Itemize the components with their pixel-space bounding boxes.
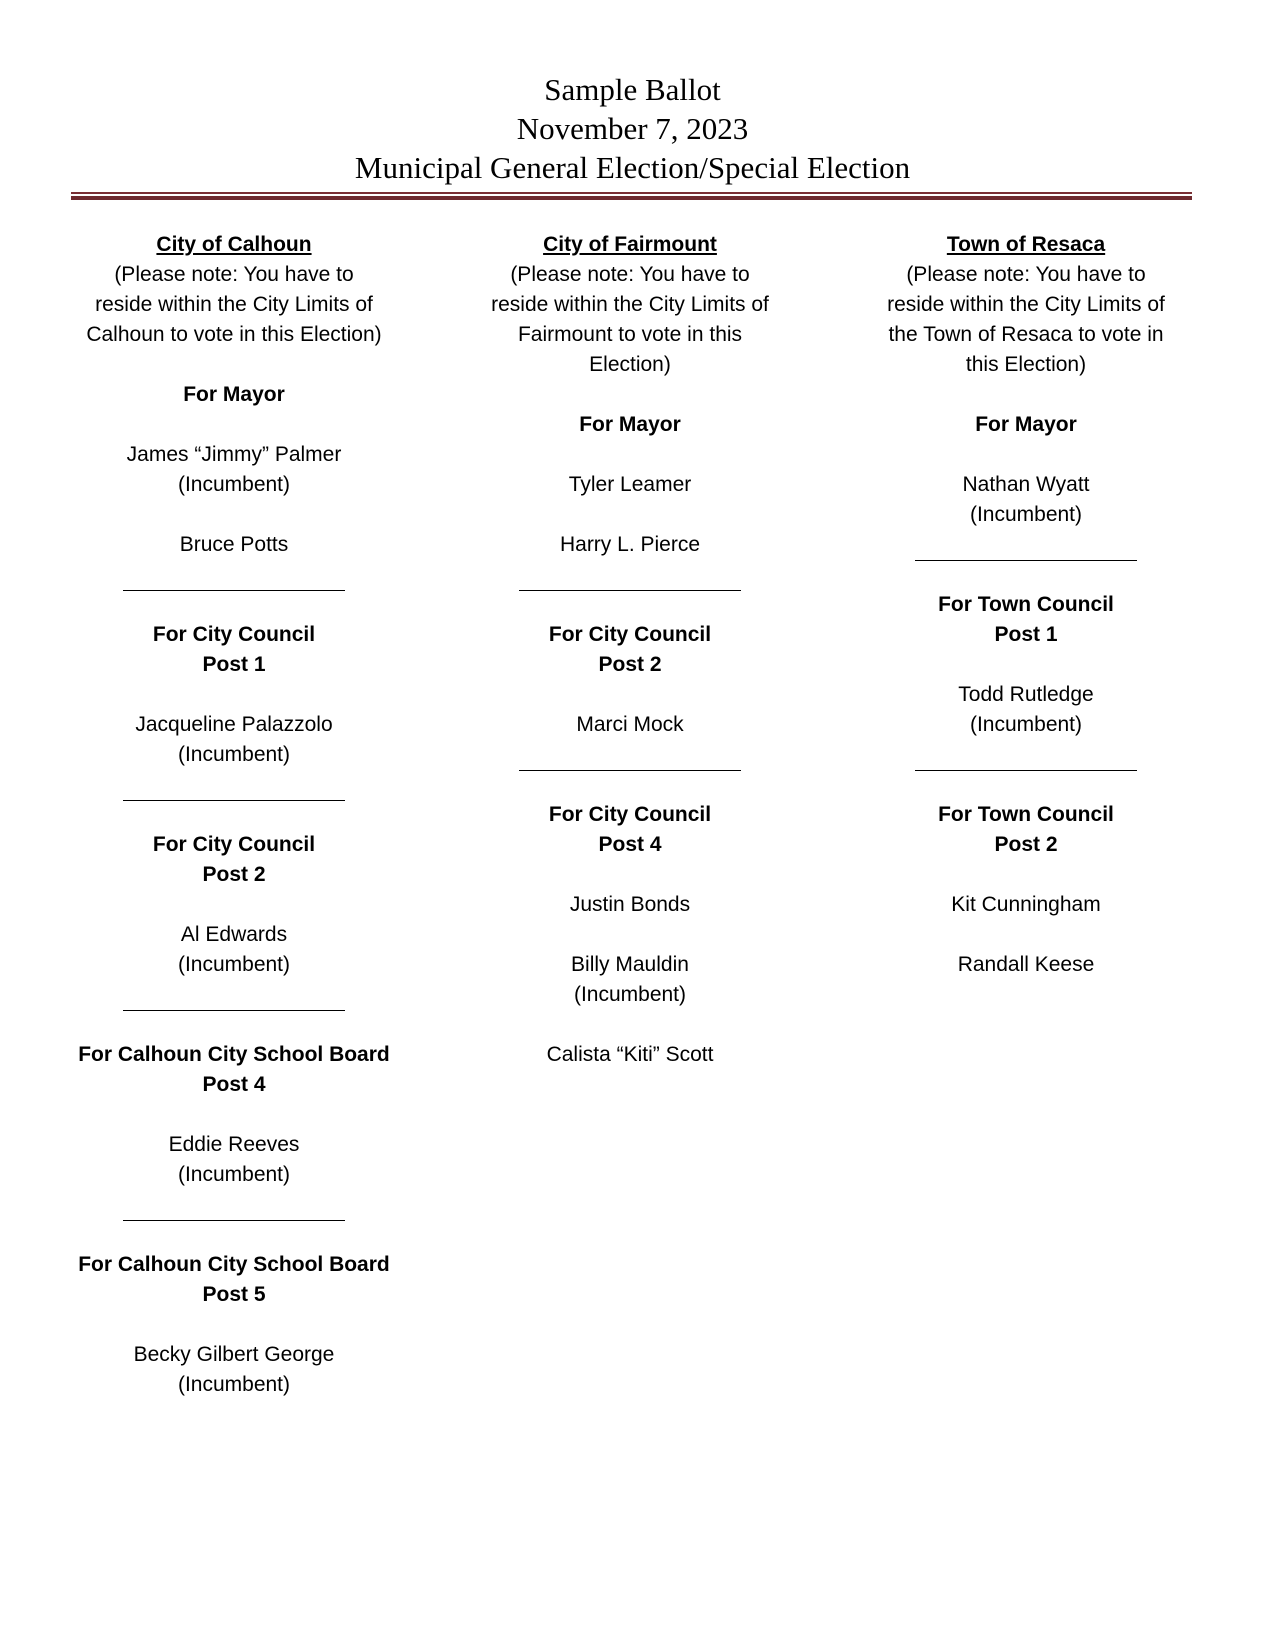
candidate-name: Harry L. Pierce bbox=[559, 533, 701, 556]
office-post: Post 2 bbox=[994, 833, 1058, 856]
office-post: Post 4 bbox=[202, 1073, 266, 1096]
spacer bbox=[54, 1100, 414, 1130]
candidate-name: James “Jimmy” Palmer bbox=[126, 443, 342, 466]
spacer bbox=[846, 440, 1206, 470]
spacer bbox=[450, 440, 810, 470]
office-post: Post 2 bbox=[598, 653, 662, 676]
jurisdiction-note: (Please note: You have to bbox=[510, 263, 750, 286]
candidate-name: Randall Keese bbox=[957, 953, 1095, 976]
candidate-name: Al Edwards bbox=[180, 923, 288, 946]
spacer bbox=[54, 410, 414, 440]
spacer bbox=[54, 1220, 414, 1250]
candidate-incumbent: (Incumbent) bbox=[177, 953, 291, 976]
candidate-incumbent: (Incumbent) bbox=[177, 1373, 291, 1396]
jurisdiction-title: City of Fairmount bbox=[543, 233, 717, 256]
spacer bbox=[54, 1310, 414, 1340]
spacer bbox=[54, 680, 414, 710]
write-in-line bbox=[54, 1190, 414, 1220]
office-title: For Calhoun City School Board bbox=[78, 1043, 390, 1066]
office-title: For City Council bbox=[548, 803, 712, 826]
header-election: Municipal General Election/Special Election bbox=[354, 150, 911, 185]
jurisdiction-note: Election) bbox=[589, 353, 671, 376]
column-resaca bbox=[846, 230, 1206, 980]
ballot-header bbox=[0, 70, 1265, 187]
write-in-line bbox=[846, 530, 1206, 560]
column-fairmount bbox=[450, 230, 810, 1070]
office-post: Post 2 bbox=[202, 863, 266, 886]
office-title: For Mayor bbox=[579, 413, 681, 436]
column-calhoun bbox=[54, 230, 414, 1400]
spacer bbox=[54, 500, 414, 530]
spacer bbox=[450, 860, 810, 890]
candidate-incumbent: (Incumbent) bbox=[969, 713, 1083, 736]
spacer bbox=[450, 920, 810, 950]
spacer bbox=[846, 380, 1206, 410]
candidate-incumbent: (Incumbent) bbox=[177, 743, 291, 766]
office-post: Post 1 bbox=[202, 653, 266, 676]
spacer bbox=[450, 380, 810, 410]
header-rule-thick bbox=[71, 196, 1192, 200]
spacer bbox=[54, 350, 414, 380]
write-in-line bbox=[54, 980, 414, 1010]
write-in-line bbox=[846, 740, 1206, 770]
spacer bbox=[54, 1010, 414, 1040]
office-title: For Mayor bbox=[975, 413, 1077, 436]
jurisdiction-note: the Town of Resaca to vote in bbox=[888, 323, 1164, 346]
candidate-name: Jacqueline Palazzolo bbox=[135, 713, 333, 736]
header-title: Sample Ballot bbox=[544, 72, 721, 107]
jurisdiction-note: this Election) bbox=[965, 353, 1087, 376]
header-rule-thin bbox=[71, 192, 1192, 194]
jurisdiction-note: reside within the City Limits of bbox=[491, 293, 769, 316]
jurisdiction-note: Fairmount to vote in this bbox=[517, 323, 743, 346]
office-title: For City Council bbox=[548, 623, 712, 646]
office-post: Post 5 bbox=[202, 1283, 266, 1306]
spacer bbox=[450, 590, 810, 620]
spacer bbox=[54, 590, 414, 620]
candidate-name: Billy Mauldin bbox=[571, 953, 689, 976]
jurisdiction-note: reside within the City Limits of bbox=[95, 293, 373, 316]
office-title: For City Council bbox=[152, 833, 316, 856]
spacer bbox=[450, 680, 810, 710]
jurisdiction-note: Calhoun to vote in this Election) bbox=[86, 323, 382, 346]
office-post: Post 4 bbox=[598, 833, 662, 856]
jurisdiction-note: reside within the City Limits of bbox=[887, 293, 1165, 316]
jurisdiction-note: (Please note: You have to bbox=[114, 263, 354, 286]
write-in-line bbox=[450, 560, 810, 590]
office-title: For Mayor bbox=[183, 383, 285, 406]
spacer bbox=[450, 1010, 810, 1040]
candidate-name: Kit Cunningham bbox=[951, 893, 1101, 916]
candidate-name: Marci Mock bbox=[576, 713, 684, 736]
jurisdiction-title: City of Calhoun bbox=[156, 233, 312, 256]
candidate-incumbent: (Incumbent) bbox=[573, 983, 687, 1006]
spacer bbox=[54, 800, 414, 830]
spacer bbox=[846, 650, 1206, 680]
candidate-name: Justin Bonds bbox=[569, 893, 691, 916]
write-in-line bbox=[54, 770, 414, 800]
jurisdiction-title: Town of Resaca bbox=[946, 233, 1106, 256]
spacer bbox=[846, 770, 1206, 800]
candidate-name: Bruce Potts bbox=[179, 533, 289, 556]
office-title: For City Council bbox=[152, 623, 316, 646]
spacer bbox=[54, 890, 414, 920]
candidate-name: Todd Rutledge bbox=[958, 683, 1094, 706]
spacer bbox=[846, 860, 1206, 890]
candidate-incumbent: (Incumbent) bbox=[177, 1163, 291, 1186]
office-title: For Calhoun City School Board bbox=[78, 1253, 390, 1276]
candidate-name: Calista “Kiti” Scott bbox=[546, 1043, 714, 1066]
spacer bbox=[450, 500, 810, 530]
office-post: Post 1 bbox=[994, 623, 1058, 646]
jurisdiction-note: (Please note: You have to bbox=[906, 263, 1146, 286]
spacer bbox=[450, 770, 810, 800]
candidate-name: Becky Gilbert George bbox=[133, 1343, 335, 1366]
header-date: November 7, 2023 bbox=[516, 111, 749, 146]
candidate-name: Eddie Reeves bbox=[168, 1133, 300, 1156]
write-in-line bbox=[450, 740, 810, 770]
spacer bbox=[846, 560, 1206, 590]
write-in-line bbox=[54, 560, 414, 590]
candidate-name: Nathan Wyatt bbox=[962, 473, 1090, 496]
office-title: For Town Council bbox=[938, 803, 1114, 826]
candidate-name: Tyler Leamer bbox=[568, 473, 692, 496]
candidate-incumbent: (Incumbent) bbox=[969, 503, 1083, 526]
office-title: For Town Council bbox=[938, 593, 1114, 616]
spacer bbox=[846, 920, 1206, 950]
candidate-incumbent: (Incumbent) bbox=[177, 473, 291, 496]
